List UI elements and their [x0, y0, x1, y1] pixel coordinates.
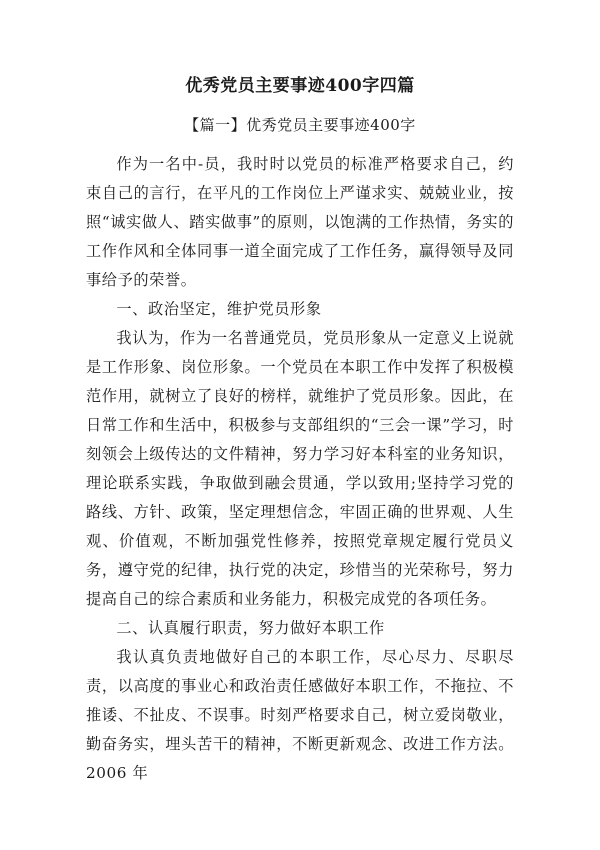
document-title: 优秀党员主要事迹400字四篇 [185, 76, 415, 96]
section-heading-2: 二、认真履行职责，努力做好本职工作 [116, 619, 385, 637]
section-heading-1: 一、政治坚定，维护党员形象 [116, 300, 322, 318]
section-1-paragraph: 我认为，作为一名普通党员，党员形象从一定意义上说就是工作形象、岗位形象。一个党员在本职工作中发挥了积极模范作用，就树立了良好的榜样，就维护了党员形象。因此，在日常工作和生活中，积极参与支部组织的“三会一课”学习，时刻领会上级传达的文件精神，努力学习好本科室的业务知识，理论联系实践，争取做到融会贯通，学以致用;坚持学习党的路线、方针、政策，坚定理想信念，牢固正确的世界观、人生观、价值观，不断加强党性修养，按照党章规定履行党员义务，遵守党的纪律，执行党的决定，珍惜当的光荣称号，努力提高自己的综合素质和业务能力，积极完成党的各项任务。 [86, 329, 514, 608]
section-2-paragraph: 我认真负责地做好自己的本职工作，尽心尽力、尽职尽责，以高度的事业心和政治责任感做好本职工作，不拖拉、不推诿、不扯皮、不误事。时刻严格要求自己，树立爱岗敬业，勤奋务实，埋头苦干的精神，不断更新观念、改进工作方法。2006 年 [86, 648, 514, 782]
document-body [86, 150, 514, 788]
document-subtitle: 【篇一】优秀党员主要事迹400字 [184, 116, 416, 134]
intro-paragraph: 作为一名中-员，我时时以党员的标准严格要求自己，约束自己的言行，在平凡的工作岗位上严谨求实、兢兢业业，按照“诚实做人、踏实做事”的原则，以饱满的工作热情，务实的工作作风和全体同事一道全面完成了工作任务，赢得领导及同事给予的荣誉。 [86, 155, 514, 289]
